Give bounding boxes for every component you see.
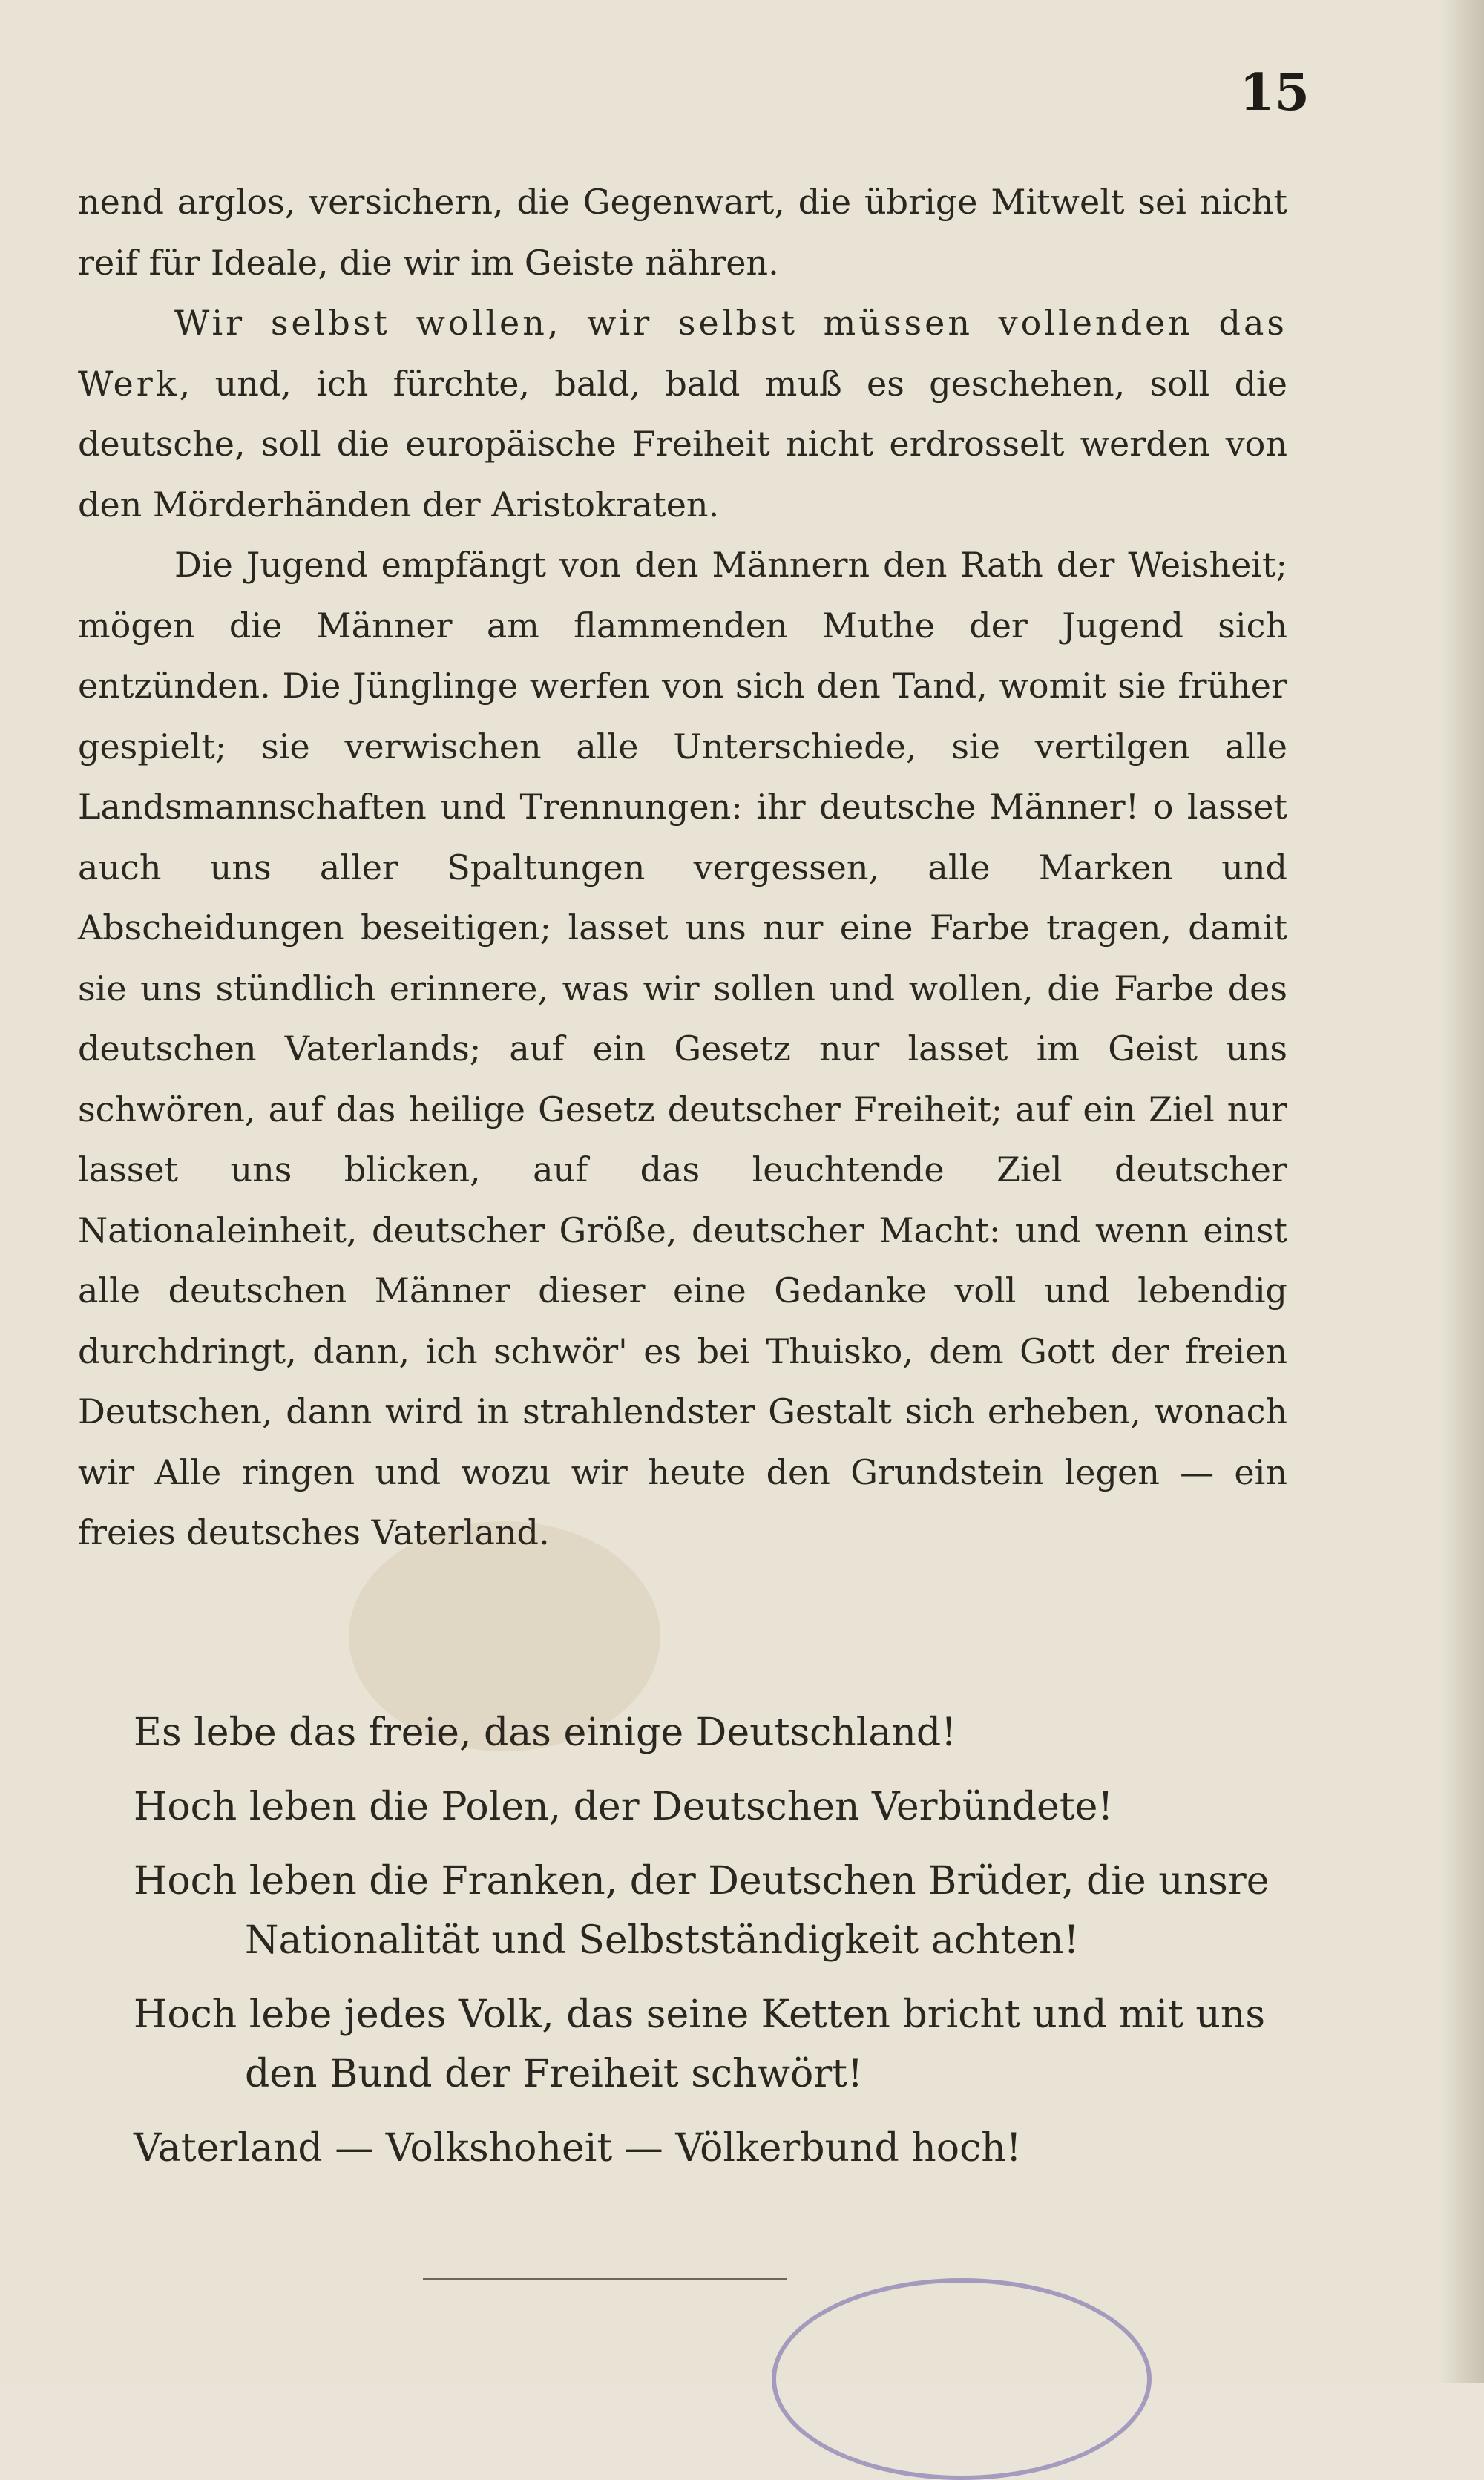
toast-line-3: Hoch leben die Franken, der Deutschen Brüder, die unsre Nationalität und Selbstständigkeit achten! (134, 1859, 1270, 1963)
page-edge-shadow (1439, 0, 1484, 2383)
library-stamp (772, 2278, 1152, 2480)
toast-line-4: Hoch lebe jedes Volk, das seine Ketten bricht und mit uns den Bund der Freiheit schwört! (134, 1992, 1266, 2096)
toast-line-2: Hoch leben die Polen, der Deutschen Verbündete! (134, 1785, 1114, 1829)
body-text (78, 172, 1287, 1564)
spaced-emphasis: Wir selbst wollen, wir selbst müssen vollenden das Werk (78, 303, 1287, 404)
paragraph-2-rest: , und, ich fürchte, bald, bald muß es geschehen, soll die deutsche, soll die europäische Freiheit nicht erdrosselt werden von den Mörderhänden der Aristokraten. (78, 363, 1287, 525)
paragraph-3: Die Jugend empfängt von den Männern den Rath der Weisheit; mögen die Männer am flammenden Muthe der Jugend sich entzünden. Die Jünglinge werfen von sich den Tand, womit sie früher gespielt; sie verwischen alle Unterschiede, sie vertilgen alle Landsmannschaften und Trennungen: ihr deutsche Männer! o lasset auch uns aller Spaltungen vergessen, alle Marken und Abscheidungen beseitigen; lasset uns nur eine Farbe tragen, damit sie uns stündlich erinnere, was wir sollen und wollen, die Farbe des deutschen Vaterlands; auf ein Gesetz nur lasset im Geist uns schwören, auf das heilige Gesetz deutscher Freiheit; auf ein Ziel nur lasset uns blicken, auf das leuchtende Ziel deutscher Nationaleinheit, deutscher Größe, deutscher Macht: und wenn einst alle deutschen Männer dieser eine Gedanke voll und lebendig durchdringt, dann, ich schwör' es bei Thuisko, dem Gott der freien Deutschen, dann wird in strahlendster Gestalt sich erheben, wonach wir Alle ringen und wozu wir heute den Grundstein legen — ein freies deutsches Vaterland. (78, 545, 1287, 1552)
paragraph-1: nend arglos, versichern, die Gegenwart, die übrige Mitwelt sei nicht reif für Ideale, die wir im Geiste nähren. (78, 182, 1287, 283)
paragraph-2 (78, 293, 1287, 535)
page-number: 15 (1239, 63, 1310, 122)
toast-line-1: Es lebe das freie, das einige Deutschland! (134, 1710, 957, 1755)
end-divider (423, 2278, 787, 2280)
toast-line-5: Vaterland — Volkshoheit — Völkerbund hoch! (134, 2126, 1022, 2171)
toast-list (134, 1703, 1291, 2193)
